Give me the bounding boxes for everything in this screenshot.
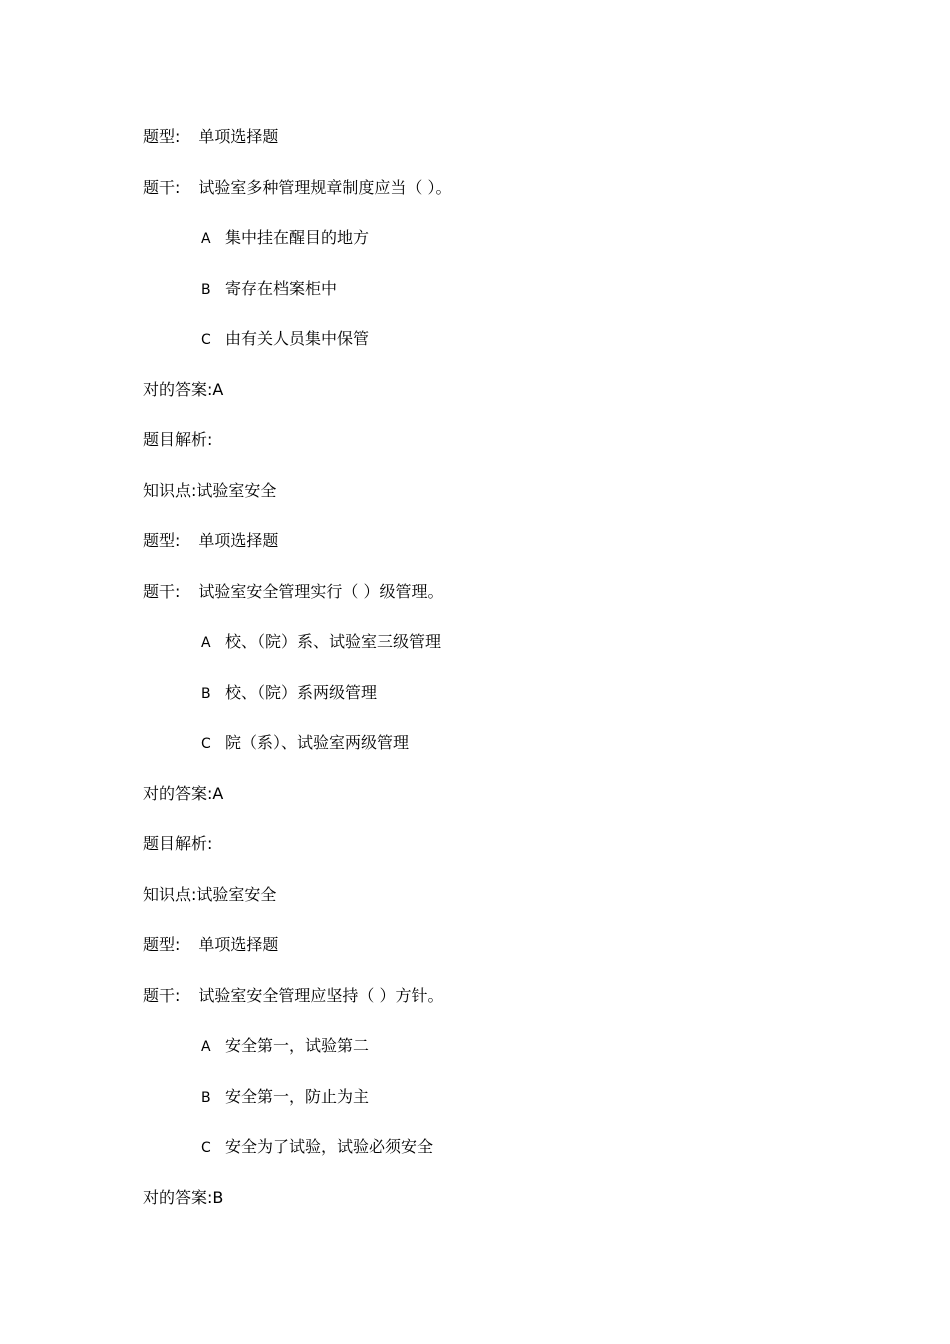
question-stem-line [143,176,843,227]
knowledge-point-value: 试验室安全 [196,480,277,500]
option-c [143,1135,843,1186]
question-list [143,125,843,1236]
correct-answer-line [143,378,843,429]
option-letter: A [201,231,211,247]
option-a [143,1034,843,1085]
option-c [143,731,843,782]
question-stem-line [143,984,843,1035]
option-b [143,277,843,328]
option-letter: C [201,332,211,348]
correct-answer-label: 对的答案: [143,379,213,399]
question-type-value: 单项选择题 [198,935,279,954]
option-text: 院（系）、试验室两级管理 [225,733,410,752]
question-stem-text: 试验室安全管理应坚持（ ）方针。 [198,985,444,1005]
knowledge-point-label: 知识点: [143,480,197,500]
question-stem-label: 题干: [143,581,181,601]
correct-answer-value: B [212,1187,224,1207]
knowledge-point-label: 知识点: [143,884,197,904]
question-block [143,529,843,933]
option-letter: B [201,1089,211,1106]
question-stem-text: 试验室多种管理规章制度应当（ ）。 [198,177,452,197]
option-text: 安全第一，试验第二 [225,1036,370,1055]
option-letter: C [201,1140,211,1156]
option-b [143,681,843,732]
question-type-label: 题型: [143,127,181,146]
question-stem-label: 题干: [143,985,181,1005]
question-stem-text: 试验室安全管理实行（ ）级管理。 [198,581,444,601]
correct-answer-label: 对的答案: [143,783,213,803]
question-block [143,933,843,1236]
option-text: 校、（院）系两级管理 [225,682,378,702]
correct-answer-value: A [212,379,224,399]
option-text: 校、（院）系、试验室三级管理 [225,632,442,651]
option-text: 寄存在档案柜中 [225,278,338,298]
question-stem-label: 题干: [143,177,181,197]
question-block [143,125,843,529]
option-c [143,327,843,378]
question-type-value: 单项选择题 [198,127,279,146]
analysis-label: 题目解析: [143,834,213,853]
option-a [143,630,843,681]
question-type-value: 单项选择题 [198,531,279,550]
analysis-label: 题目解析: [143,430,213,449]
option-letter: A [201,635,211,651]
correct-answer-label: 对的答案: [143,1187,213,1207]
option-letter: A [201,1039,211,1055]
option-text: 安全为了试验，试验必须安全 [225,1137,434,1156]
option-text: 由有关人员集中保管 [225,329,370,348]
question-type-line [143,125,843,176]
correct-answer-line [143,782,843,833]
option-letter: B [201,685,211,702]
option-b [143,1085,843,1136]
question-type-line [143,933,843,984]
question-stem-line [143,580,843,631]
option-letter: B [201,281,211,298]
correct-answer-line [143,1186,843,1237]
knowledge-point-line [143,479,843,530]
option-a [143,226,843,277]
option-text: 安全第一，防止为主 [225,1086,370,1106]
question-type-label: 题型: [143,531,181,550]
analysis-line [143,428,843,479]
question-type-line [143,529,843,580]
option-text: 集中挂在醒目的地方 [225,228,370,247]
knowledge-point-line [143,883,843,934]
knowledge-point-value: 试验室安全 [196,884,277,904]
question-type-label: 题型: [143,935,181,954]
correct-answer-value: A [212,783,224,803]
option-letter: C [201,736,211,752]
analysis-line [143,832,843,883]
